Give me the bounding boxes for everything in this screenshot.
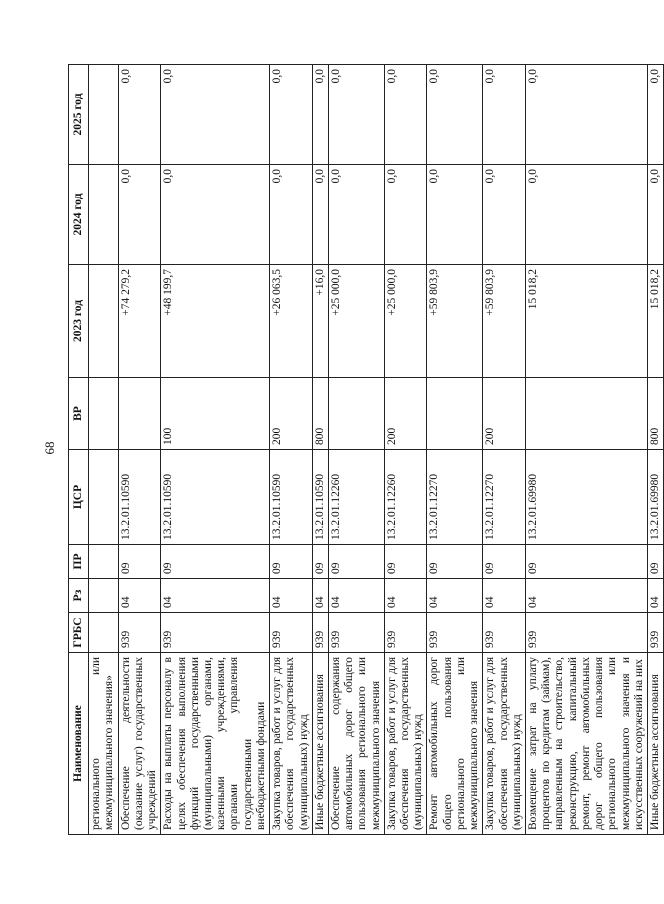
cell-name: Иные бюджетные ассигнования: [647, 653, 663, 835]
table-row: [118, 65, 161, 835]
cell-2024: 0,0: [161, 165, 270, 265]
rotated-table-wrapper: [68, 65, 661, 835]
table-row: [161, 65, 270, 835]
header-csr: ЦСР: [69, 450, 89, 545]
cell-rz: [89, 579, 118, 613]
cell-2025: 0,0: [118, 65, 161, 165]
cell-vr: [118, 378, 161, 450]
cell-2024: 0,0: [118, 165, 161, 265]
table-row: [89, 65, 118, 835]
cell-grbs: 939: [161, 613, 270, 653]
cell-2024: 0,0: [427, 165, 483, 265]
cell-grbs: 939: [328, 613, 384, 653]
cell-name: Возмещение затрат на уплату процентов по кредитам (займам), направленным на строительство, реконструкцию, капитальный ремонт, ремонт автомобильных дорог общего пользования регионального или межмуниципального значения и искусственных сооружений на них: [526, 653, 648, 835]
cell-vr: [526, 378, 648, 450]
cell-2023: +26 063,5: [270, 265, 313, 378]
cell-2024: 0,0: [312, 165, 328, 265]
cell-csr: 13.2.01.12260: [384, 450, 427, 545]
table-row: [384, 65, 427, 835]
cell-pr: 09: [312, 545, 328, 579]
table-row: [328, 65, 384, 835]
cell-pr: 09: [118, 545, 161, 579]
cell-vr: 100: [161, 378, 270, 450]
cell-grbs: 939: [483, 613, 526, 653]
table-row: [427, 65, 483, 835]
cell-pr: 09: [328, 545, 384, 579]
cell-csr: 13.2.01.10590: [270, 450, 313, 545]
cell-grbs: 939: [647, 613, 663, 653]
header-2025: 2025 год: [69, 65, 89, 165]
header-vr: ВР: [69, 378, 89, 450]
header-2023: 2023 год: [69, 265, 89, 378]
header-pr: ПР: [69, 545, 89, 579]
cell-csr: 13.2.01.10590: [312, 450, 328, 545]
cell-2025: 0,0: [384, 65, 427, 165]
cell-pr: 09: [427, 545, 483, 579]
cell-vr: 200: [483, 378, 526, 450]
cell-pr: 09: [647, 545, 663, 579]
cell-csr: 13.2.01.12260: [328, 450, 384, 545]
table-row: [312, 65, 328, 835]
cell-csr: [89, 450, 118, 545]
cell-2023: +25 000,0: [384, 265, 427, 378]
cell-name: Обеспечение содержания автомобильных дорог общего пользования регионального или межмуниципального значения: [328, 653, 384, 835]
cell-rz: 04: [427, 579, 483, 613]
cell-2023: +25 000,0: [328, 265, 384, 378]
cell-grbs: [89, 613, 118, 653]
cell-2025: 0,0: [270, 65, 313, 165]
table-row: [526, 65, 648, 835]
cell-name: Закупка товаров, работ и услуг для обеспечения государственных (муниципальных) нужд: [483, 653, 526, 835]
cell-name: регионального или межмуниципального значения»: [89, 653, 118, 835]
cell-csr: 13.2.01.12270: [483, 450, 526, 545]
cell-2025: 0,0: [312, 65, 328, 165]
cell-2023: 15 018,2: [526, 265, 648, 378]
cell-2024: 0,0: [526, 165, 648, 265]
cell-2025: 0,0: [328, 65, 384, 165]
cell-name: Иные бюджетные ассигнования: [312, 653, 328, 835]
cell-rz: 04: [312, 579, 328, 613]
cell-vr: [427, 378, 483, 450]
header-name: Наименование: [69, 653, 89, 835]
table-body: [89, 65, 664, 835]
cell-grbs: 939: [427, 613, 483, 653]
cell-name: Закупка товаров, работ и услуг для обеспечения государственных (муниципальных) нужд: [384, 653, 427, 835]
cell-pr: 09: [526, 545, 648, 579]
cell-name: Обеспечение деятельности (оказание услуг) государственных учреждений: [118, 653, 161, 835]
cell-vr: [89, 378, 118, 450]
cell-rz: 04: [270, 579, 313, 613]
cell-2025: 0,0: [161, 65, 270, 165]
cell-rz: 04: [118, 579, 161, 613]
cell-name: Закупка товаров, работ и услуг для обеспечения государственных (муниципальных) нужд: [270, 653, 313, 835]
cell-name: Ремонт автомобильных дорог общего пользования регионального или межмуниципального значения: [427, 653, 483, 835]
table-row: [647, 65, 663, 835]
cell-pr: 09: [384, 545, 427, 579]
cell-2023: +59 803,9: [427, 265, 483, 378]
cell-rz: 04: [526, 579, 648, 613]
table-row: [483, 65, 526, 835]
cell-rz: 04: [161, 579, 270, 613]
cell-pr: 09: [161, 545, 270, 579]
cell-csr: 13.2.01.10590: [161, 450, 270, 545]
cell-grbs: 939: [526, 613, 648, 653]
cell-2025: [89, 65, 118, 165]
cell-2024: 0,0: [384, 165, 427, 265]
header-2024: 2024 год: [69, 165, 89, 265]
cell-csr: 13.2.01.69980: [526, 450, 648, 545]
page-number: 68: [42, 441, 57, 455]
cell-2023: +59 803,9: [483, 265, 526, 378]
cell-grbs: 939: [384, 613, 427, 653]
cell-grbs: 939: [312, 613, 328, 653]
cell-2024: [89, 165, 118, 265]
cell-rz: 04: [328, 579, 384, 613]
budget-table: [68, 64, 664, 835]
cell-2024: 0,0: [270, 165, 313, 265]
cell-2024: 0,0: [647, 165, 663, 265]
cell-csr: 13.2.01.12270: [427, 450, 483, 545]
header-rz: Рз: [69, 579, 89, 613]
cell-vr: 200: [270, 378, 313, 450]
table-header-row: [69, 65, 89, 835]
cell-csr: 13.2.01.69980: [647, 450, 663, 545]
cell-vr: 800: [312, 378, 328, 450]
cell-grbs: 939: [118, 613, 161, 653]
cell-2023: [89, 265, 118, 378]
cell-2023: +16,0: [312, 265, 328, 378]
cell-rz: 04: [384, 579, 427, 613]
cell-2023: 15 018,2: [647, 265, 663, 378]
cell-pr: [89, 545, 118, 579]
cell-2025: 0,0: [647, 65, 663, 165]
cell-grbs: 939: [270, 613, 313, 653]
cell-vr: 200: [384, 378, 427, 450]
cell-name: Расходы на выплаты персоналу в целях обеспечения выполнения функций государственными (муниципальными) органами, казенными учреждениями, органами управления государственными внебюджетными фондами: [161, 653, 270, 835]
cell-2024: 0,0: [483, 165, 526, 265]
cell-2025: 0,0: [427, 65, 483, 165]
cell-vr: [328, 378, 384, 450]
cell-2024: 0,0: [328, 165, 384, 265]
header-grbs: ГРБС: [69, 613, 89, 653]
cell-pr: 09: [483, 545, 526, 579]
cell-2025: 0,0: [483, 65, 526, 165]
cell-2023: +48 199,7: [161, 265, 270, 378]
cell-pr: 09: [270, 545, 313, 579]
cell-2023: +74 279,2: [118, 265, 161, 378]
cell-vr: 800: [647, 378, 663, 450]
cell-rz: 04: [483, 579, 526, 613]
cell-2025: 0,0: [526, 65, 648, 165]
cell-csr: 13.2.01.10590: [118, 450, 161, 545]
table-row: [270, 65, 313, 835]
cell-rz: 04: [647, 579, 663, 613]
